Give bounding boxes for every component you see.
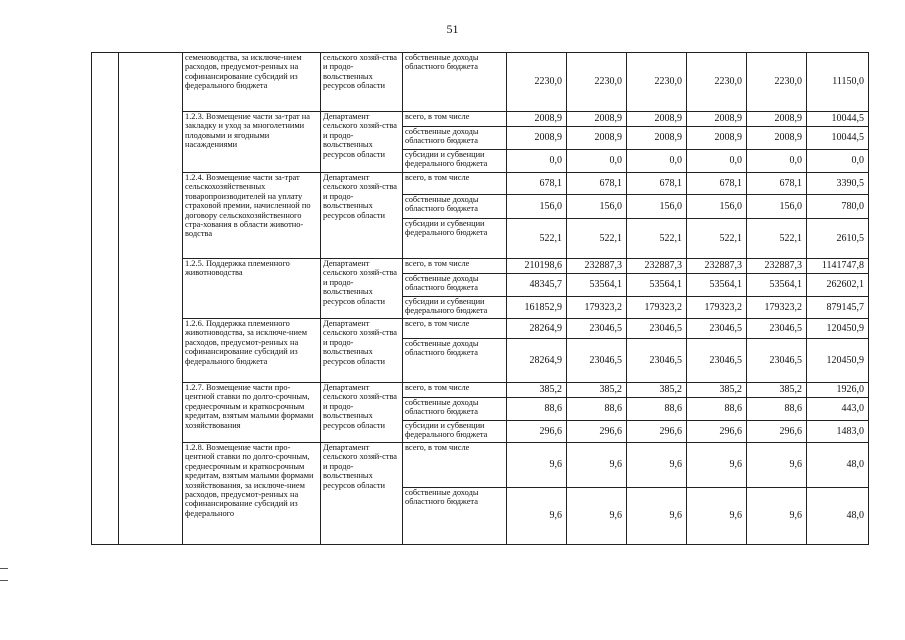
value-cell: 11150,0 bbox=[807, 53, 869, 112]
funding-source-cell: субсидии и субвенции федерального бюджета bbox=[403, 297, 507, 319]
value-cell: 0,0 bbox=[627, 150, 687, 173]
value-cell: 23046,5 bbox=[747, 319, 807, 339]
value-cell: 678,1 bbox=[507, 173, 567, 195]
value-cell: 53564,1 bbox=[627, 274, 687, 297]
executor-cell: сельского хозяй-ства и продо-вольственных ресурсов области bbox=[321, 53, 403, 112]
value-cell: 28264,9 bbox=[507, 319, 567, 339]
value-cell: 2008,9 bbox=[687, 127, 747, 150]
value-cell: 23046,5 bbox=[747, 339, 807, 383]
margin-mark bbox=[0, 580, 8, 581]
value-cell: 1926,0 bbox=[807, 383, 869, 398]
table-row bbox=[92, 259, 869, 274]
funding-source-cell: всего, в том числе bbox=[403, 112, 507, 127]
value-cell: 156,0 bbox=[747, 195, 807, 219]
executor-cell: Департамент сельского хозяй-ства и продо-вольственных ресурсов области bbox=[321, 173, 403, 259]
value-cell: 678,1 bbox=[687, 173, 747, 195]
value-cell: 179323,2 bbox=[747, 297, 807, 319]
value-cell: 23046,5 bbox=[567, 319, 627, 339]
value-cell: 262602,1 bbox=[807, 274, 869, 297]
value-cell: 179323,2 bbox=[567, 297, 627, 319]
executor-cell: Департамент сельского хозяй-ства и продо-вольственных ресурсов области bbox=[321, 319, 403, 383]
value-cell: 9,6 bbox=[567, 488, 627, 545]
margin-mark bbox=[0, 568, 8, 569]
table-row bbox=[92, 112, 869, 127]
value-cell: 678,1 bbox=[567, 173, 627, 195]
value-cell: 2008,9 bbox=[687, 112, 747, 127]
value-cell: 156,0 bbox=[627, 195, 687, 219]
value-cell: 296,6 bbox=[747, 421, 807, 443]
value-cell: 23046,5 bbox=[567, 339, 627, 383]
value-cell: 232887,3 bbox=[687, 259, 747, 274]
funding-source-cell: всего, в том числе bbox=[403, 259, 507, 274]
value-cell: 0,0 bbox=[507, 150, 567, 173]
funding-source-cell: собственные доходы областного бюджета bbox=[403, 195, 507, 219]
funding-source-cell: всего, в том числе bbox=[403, 383, 507, 398]
funding-source-cell: субсидии и субвенции федерального бюджета bbox=[403, 219, 507, 259]
value-cell: 9,6 bbox=[687, 443, 747, 488]
value-cell: 9,6 bbox=[627, 443, 687, 488]
value-cell: 2008,9 bbox=[507, 127, 567, 150]
value-cell: 120450,9 bbox=[807, 319, 869, 339]
value-cell: 88,6 bbox=[627, 398, 687, 421]
value-cell: 385,2 bbox=[747, 383, 807, 398]
measure-name-cell: 1.2.5. Поддержка племенного животноводства bbox=[183, 259, 321, 319]
value-cell: 3390,5 bbox=[807, 173, 869, 195]
value-cell: 9,6 bbox=[567, 443, 627, 488]
value-cell: 2008,9 bbox=[627, 112, 687, 127]
value-cell: 232887,3 bbox=[567, 259, 627, 274]
value-cell: 522,1 bbox=[627, 219, 687, 259]
measure-name-cell: 1.2.7. Возмещение части про-центной ставки по долго-срочным, среднесрочным и краткосрочным кредитам, взятым малыми формами хозяйствования bbox=[183, 383, 321, 443]
value-cell: 156,0 bbox=[507, 195, 567, 219]
value-cell: 9,6 bbox=[747, 443, 807, 488]
executor-cell: Департамент сельского хозяй-ства и продо-вольственных ресурсов области bbox=[321, 259, 403, 319]
value-cell: 48,0 bbox=[807, 443, 869, 488]
measure-name-cell: 1.2.3. Возмещение части за-трат на закладку и уход за многолетними плодовыми и ягодными насаждениями bbox=[183, 112, 321, 173]
blank-cell bbox=[92, 53, 119, 545]
measure-name-cell: семеноводства, за исключе-нием расходов, предусмот-ренных на софинансирование субсидий из федерального бюджета bbox=[183, 53, 321, 112]
value-cell: 2008,9 bbox=[627, 127, 687, 150]
value-cell: 120450,9 bbox=[807, 339, 869, 383]
value-cell: 2008,9 bbox=[507, 112, 567, 127]
value-cell: 2008,9 bbox=[567, 112, 627, 127]
value-cell: 9,6 bbox=[507, 443, 567, 488]
value-cell: 443,0 bbox=[807, 398, 869, 421]
value-cell: 9,6 bbox=[627, 488, 687, 545]
value-cell: 296,6 bbox=[687, 421, 747, 443]
value-cell: 2230,0 bbox=[627, 53, 687, 112]
value-cell: 9,6 bbox=[747, 488, 807, 545]
value-cell: 522,1 bbox=[567, 219, 627, 259]
funding-source-cell: собственные доходы областного бюджета bbox=[403, 488, 507, 545]
value-cell: 385,2 bbox=[507, 383, 567, 398]
executor-cell: Департамент сельского хозяй-ства и продо-вольственных ресурсов области bbox=[321, 112, 403, 173]
blank-cell bbox=[119, 53, 183, 545]
value-cell: 48,0 bbox=[807, 488, 869, 545]
value-cell: 9,6 bbox=[687, 488, 747, 545]
funding-source-cell: субсидии и субвенции федерального бюджета bbox=[403, 421, 507, 443]
value-cell: 88,6 bbox=[507, 398, 567, 421]
funding-source-cell: всего, в том числе bbox=[403, 443, 507, 488]
executor-cell: Департамент сельского хозяй-ства и продо-вольственных ресурсов области bbox=[321, 443, 403, 545]
value-cell: 296,6 bbox=[507, 421, 567, 443]
value-cell: 88,6 bbox=[747, 398, 807, 421]
value-cell: 28264,9 bbox=[507, 339, 567, 383]
value-cell: 156,0 bbox=[687, 195, 747, 219]
executor-cell: Департамент сельского хозяй-ства и продо-вольственных ресурсов области bbox=[321, 383, 403, 443]
value-cell: 2230,0 bbox=[747, 53, 807, 112]
funding-source-cell: собственные доходы областного бюджета bbox=[403, 274, 507, 297]
value-cell: 53564,1 bbox=[687, 274, 747, 297]
funding-source-cell: всего, в том числе bbox=[403, 173, 507, 195]
value-cell: 0,0 bbox=[687, 150, 747, 173]
value-cell: 2008,9 bbox=[567, 127, 627, 150]
value-cell: 156,0 bbox=[567, 195, 627, 219]
value-cell: 48345,7 bbox=[507, 274, 567, 297]
value-cell: 385,2 bbox=[627, 383, 687, 398]
table-row bbox=[92, 319, 869, 339]
value-cell: 296,6 bbox=[567, 421, 627, 443]
value-cell: 522,1 bbox=[747, 219, 807, 259]
value-cell: 1141747,8 bbox=[807, 259, 869, 274]
value-cell: 53564,1 bbox=[567, 274, 627, 297]
value-cell: 161852,9 bbox=[507, 297, 567, 319]
value-cell: 780,0 bbox=[807, 195, 869, 219]
value-cell: 522,1 bbox=[507, 219, 567, 259]
value-cell: 0,0 bbox=[567, 150, 627, 173]
value-cell: 2610,5 bbox=[807, 219, 869, 259]
value-cell: 88,6 bbox=[687, 398, 747, 421]
value-cell: 0,0 bbox=[747, 150, 807, 173]
value-cell: 678,1 bbox=[747, 173, 807, 195]
funding-source-cell: собственные доходы областного бюджета bbox=[403, 398, 507, 421]
measure-name-cell: 1.2.6. Поддержка племенного животноводства, за исключе-нием расходов, предусмот-ренных на софинансирование субсидий из федерального бюджета bbox=[183, 319, 321, 383]
value-cell: 53564,1 bbox=[747, 274, 807, 297]
value-cell: 23046,5 bbox=[687, 319, 747, 339]
value-cell: 296,6 bbox=[627, 421, 687, 443]
value-cell: 522,1 bbox=[687, 219, 747, 259]
value-cell: 210198,6 bbox=[507, 259, 567, 274]
value-cell: 9,6 bbox=[507, 488, 567, 545]
funding-source-cell: собственные доходы областного бюджета bbox=[403, 339, 507, 383]
value-cell: 0,0 bbox=[807, 150, 869, 173]
value-cell: 88,6 bbox=[567, 398, 627, 421]
value-cell: 385,2 bbox=[567, 383, 627, 398]
table-row bbox=[92, 443, 869, 488]
value-cell: 23046,5 bbox=[687, 339, 747, 383]
value-cell: 1483,0 bbox=[807, 421, 869, 443]
funding-source-cell: собственные доходы областного бюджета bbox=[403, 53, 507, 112]
value-cell: 2230,0 bbox=[507, 53, 567, 112]
measure-name-cell: 1.2.8. Возмещение части про-центной ставки по долго-срочным, среднесрочным и краткосрочным кредитам, взятым малыми формами хозяйствования, за исключе-нием расходов, предусмот-ренных на софинансирование субсидий из федерального bbox=[183, 443, 321, 545]
value-cell: 232887,3 bbox=[627, 259, 687, 274]
table-row bbox=[92, 383, 869, 398]
value-cell: 385,2 bbox=[687, 383, 747, 398]
value-cell: 2008,9 bbox=[747, 127, 807, 150]
funding-source-cell: собственные доходы областного бюджета bbox=[403, 127, 507, 150]
value-cell: 10044,5 bbox=[807, 112, 869, 127]
table-row bbox=[92, 53, 869, 112]
value-cell: 23046,5 bbox=[627, 339, 687, 383]
funding-source-cell: субсидии и субвенции федерального бюджета bbox=[403, 150, 507, 173]
value-cell: 879145,7 bbox=[807, 297, 869, 319]
value-cell: 232887,3 bbox=[747, 259, 807, 274]
value-cell: 23046,5 bbox=[627, 319, 687, 339]
measure-name-cell: 1.2.4. Возмещение части за-трат сельскохозяйственных товаропроизводителей на уплату страховой премии, начисленной по договору сельскохозяйственного стра-хования в области животно-водства bbox=[183, 173, 321, 259]
value-cell: 2230,0 bbox=[567, 53, 627, 112]
value-cell: 2230,0 bbox=[687, 53, 747, 112]
budget-table bbox=[91, 52, 869, 545]
value-cell: 678,1 bbox=[627, 173, 687, 195]
funding-source-cell: всего, в том числе bbox=[403, 319, 507, 339]
value-cell: 10044,5 bbox=[807, 127, 869, 150]
value-cell: 179323,2 bbox=[687, 297, 747, 319]
value-cell: 179323,2 bbox=[627, 297, 687, 319]
value-cell: 2008,9 bbox=[747, 112, 807, 127]
table-row bbox=[92, 173, 869, 195]
page-number: 51 bbox=[446, 22, 459, 36]
